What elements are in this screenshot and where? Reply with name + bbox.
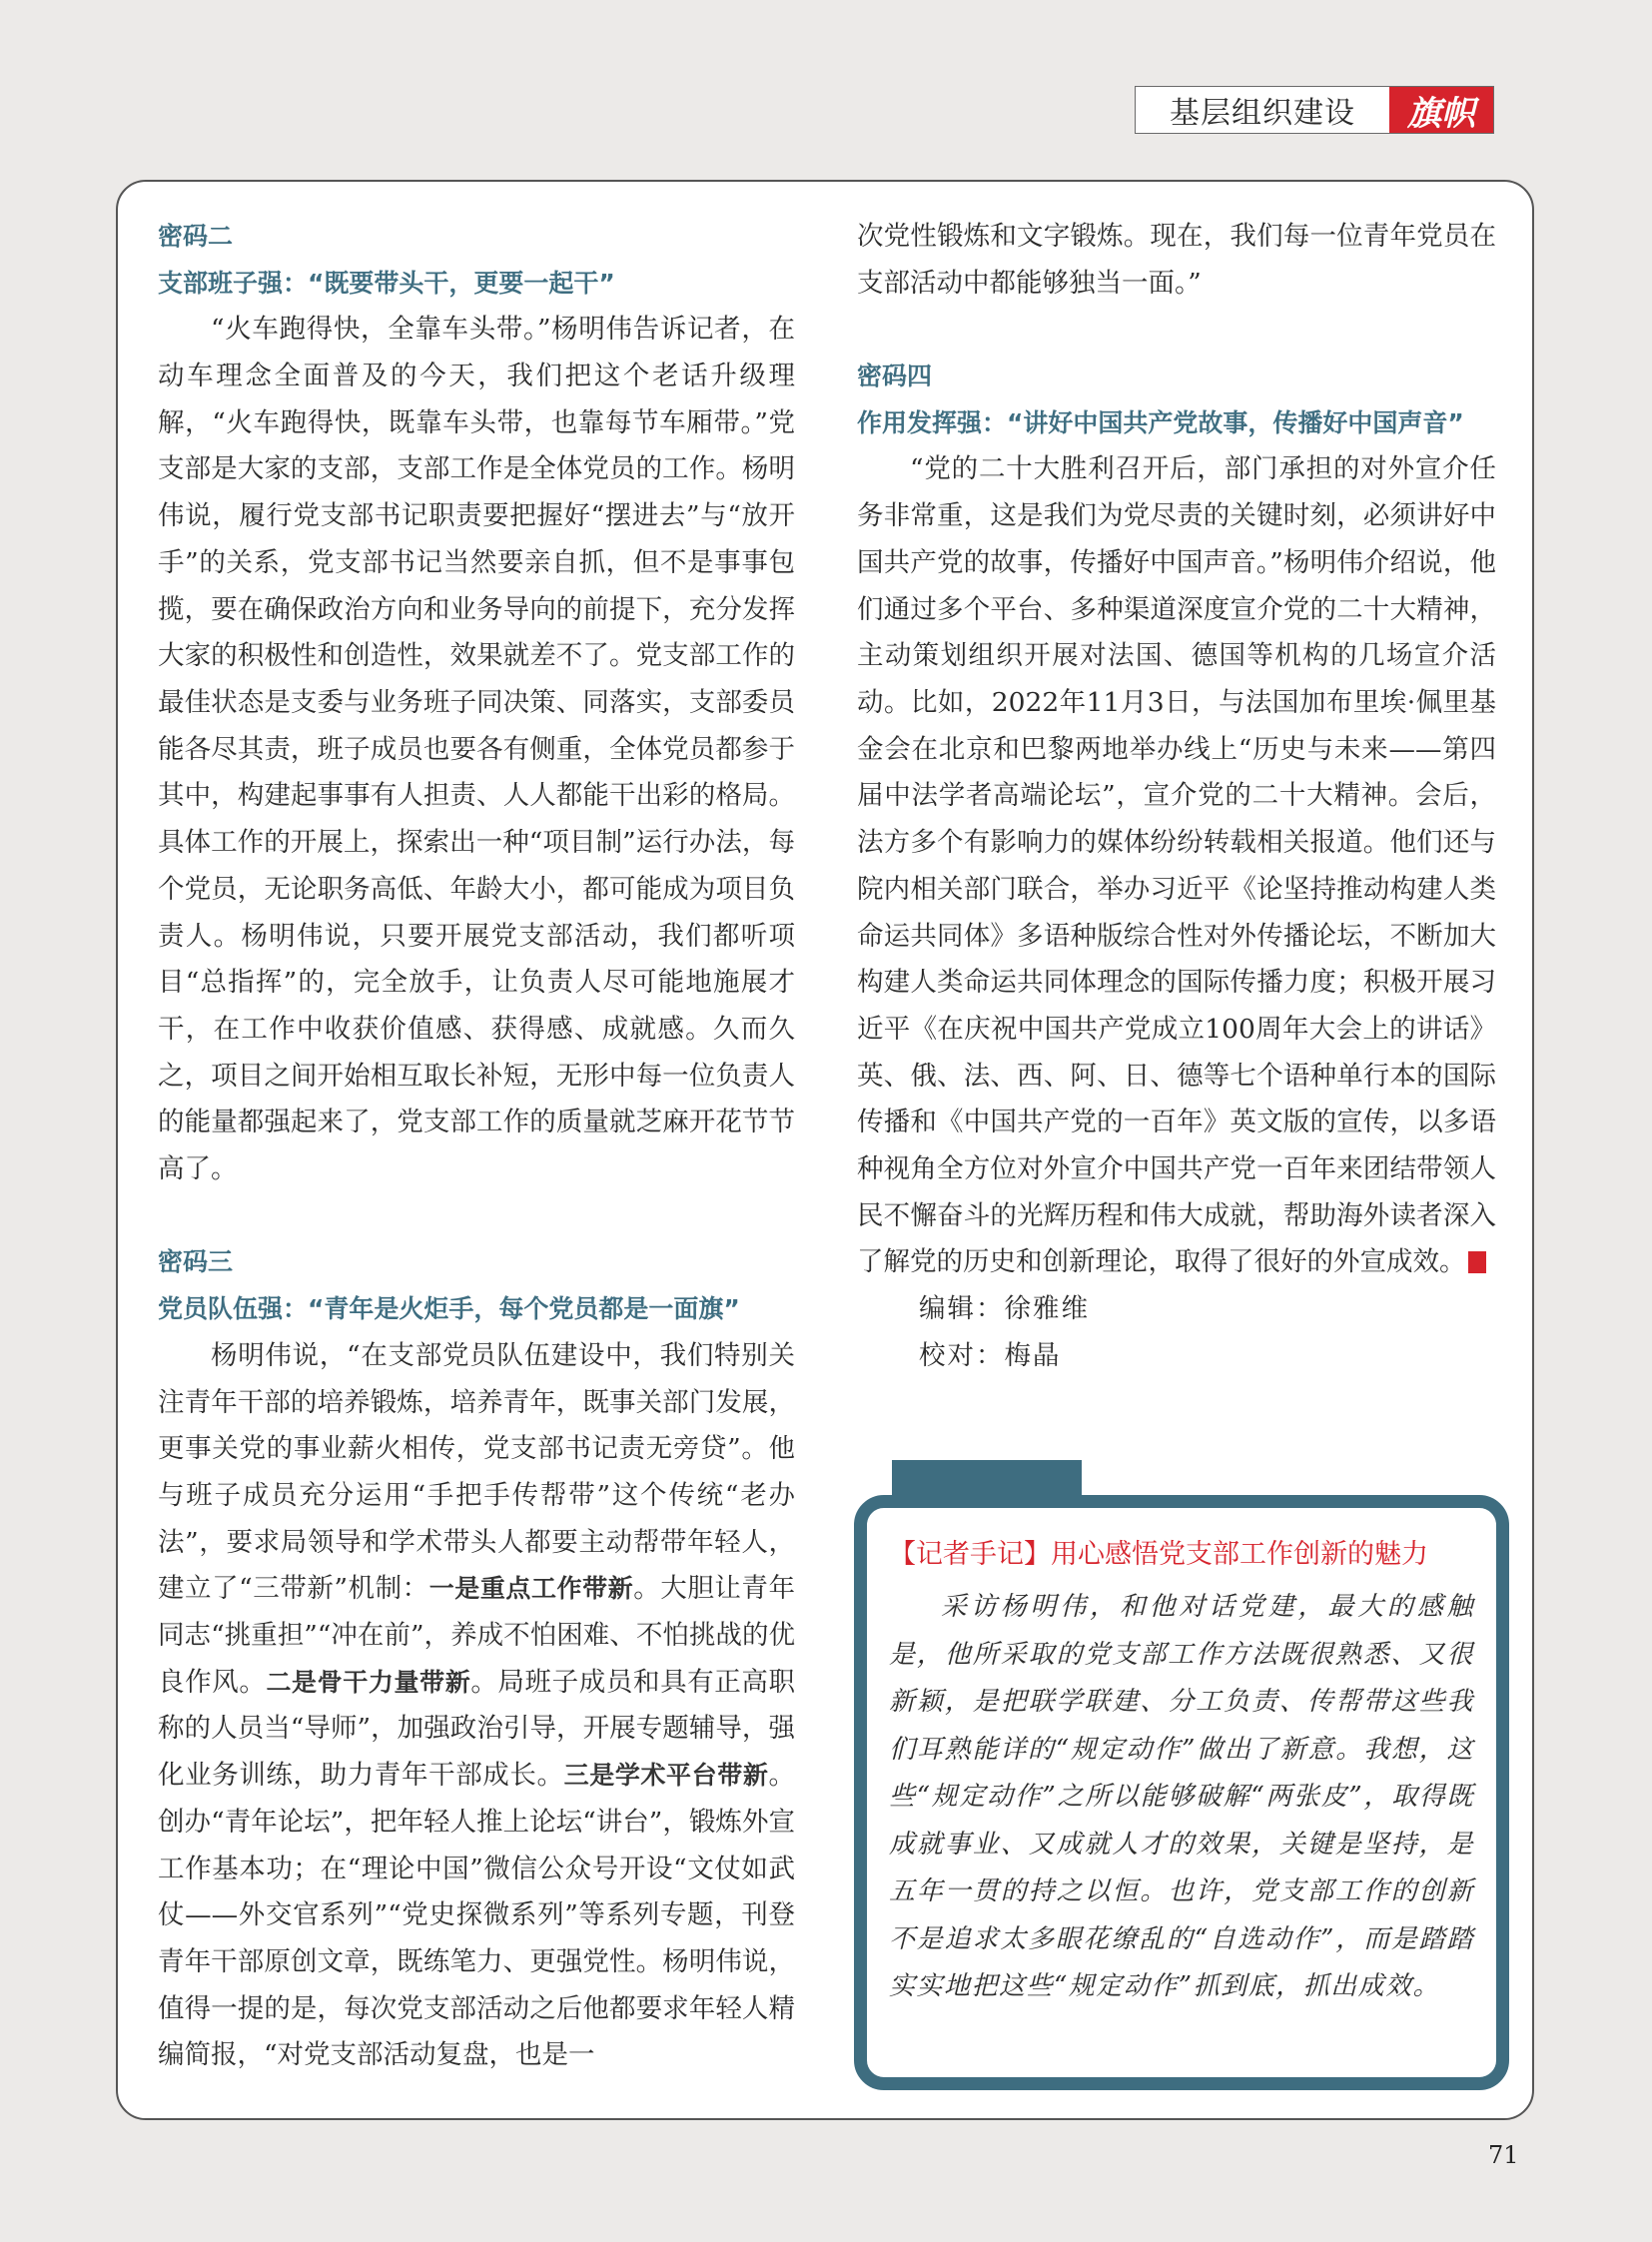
magazine-logo: 旗帜 bbox=[1389, 87, 1493, 133]
note-title: 【记者手记】用心感悟党支部工作创新的魅力 bbox=[889, 1539, 1428, 1570]
reporter-note-box bbox=[854, 1495, 1509, 2090]
note-tab bbox=[892, 1460, 1082, 1500]
paragraph: “火车跑得快，全靠车头带。”杨明伟告诉记者，在动车理念全面普及的今天，我们把这个老话升级理解，“火车跑得快，既靠车头带，也靠每节车厢带。”党支部是大家的支部，支部工作是全体党员的工作。杨明伟说，履行党支部书记职责要把握好“摆进去”与“放开手”的关系，党支部书记当然要亲自抓，但不是事事包揽，要在确保政治方向和业务导向的前提下，充分发挥大家的积极性和创造性，效果就差不了。党支部工作的最佳状态是支委与业务班子同决策、同落实，支部委员能各尽其责，班子成员也要各有侧重，全体党员都参于其中，构建起事事有人担责、人人都能干出彩的格局。具体工作的开展上，探索出一种“项目制”运行办法，每个党员，无论职务高低、年龄大小，都可能成为项目负责人。杨明伟说，只要开展党支部活动，我们都听项目“总指挥”的，完全放手，让负责人尽可能地施展才干，在工作中收获价值感、获得感、成就感。久而久之，项目之间开始相互取长补短，无形中每一位负责人的能量都强起来了，党支部工作的质量就芝麻开花节节高了。 bbox=[158, 314, 795, 1185]
page-number: 71 bbox=[1488, 2141, 1519, 2169]
right-column bbox=[857, 214, 1496, 1380]
section-label: 密码三 bbox=[158, 1247, 234, 1277]
section-title: 支部班子强：“既要带头干，更要一起干” bbox=[158, 268, 615, 298]
section-title: 作用发挥强：“讲好中国共产党故事，传播好中国声音” bbox=[857, 407, 1464, 437]
section-header bbox=[1135, 86, 1494, 134]
paragraph-text: 。创办“青年论坛”，把年轻人推上论坛“讲台”，锻炼外宣工作基本功；在“理论中国”微信公众号开设“文仗如武仗——外交官系列”“党史探微系列”等系列专题，刊登青年干部原创文章，既练笔力、更强党性。杨明伟说，值得一提的是，每次党支部活动之后他都要求年轻人精编简报，“对党支部活动复盘，也是一 bbox=[158, 1760, 795, 2071]
section-name: 基层组织建设 bbox=[1170, 96, 1355, 131]
credits bbox=[919, 1286, 1496, 1379]
section-label: 密码四 bbox=[857, 362, 933, 391]
editor-credit: 编辑：徐雅维 bbox=[919, 1293, 1090, 1325]
note-text: 采访杨明伟，和他对话党建，最大的感触是，他所采取的党支部工作方法既很熟悉、又很新颖，是把联学联建、分工负责、传帮带这些我们耳熟能详的“规定动作”做出了新意。我想，这些“规定动作”之所以能够破解“两张皮”，取得既成就事业、又成就人才的效果，关键是坚持，是五年一贯的持之以恒。也许，党支部工作的创新不是追求太多眼花缭乱的“自选动作”，而是踏踏实实地把这些“规定动作”抓到底，抓出成效。 bbox=[889, 1592, 1474, 2001]
left-column bbox=[158, 214, 795, 2079]
paragraph-text: 。大胆让青年同志“挑重担”“冲在前”，养成不怕困难、不怕挑战的优良作风。 bbox=[158, 1573, 795, 1698]
spacer bbox=[158, 1193, 795, 1240]
paragraph-text: “党的二十大胜利召开后，部门承担的对外宣介任务非常重，这是我们为党尽责的关键时刻，必须讲好中国共产党的故事，传播好中国声音。”杨明伟介绍说，他们通过多个平台、多种渠道深度宣介党的二十大精神，主动策划组织开展对法国、德国等机构的几场宣介活动。比如，2022年11月3日，与法国加布里埃·佩里基金会在北京和巴黎两地举办线上“历史与未来——第四届中法学者高端论坛”，宣介党的二十大精神。会后，法方多个有影响力的媒体纷纷转载相关报道。他们还与院内相关部门联合，举办习近平《论坚持推动构建人类命运共同体》多语种版综合性对外传播论坛，不断加大构建人类命运共同体理念的国际传播力度；积极开展习近平《在庆祝中国共产党成立100周年大会上的讲话》英、俄、法、西、阿、日、德等七个语种单行本的国际传播和《中国共产党的一百年》英文版的宣传，以多语种视角全方位对外宣介中国共产党一百年来团结带领人民不懈奋斗的光辉历程和伟大成就，帮助海外读者深入了解党的历史和创新理论，取得了很好的外宣成效。 bbox=[857, 453, 1496, 1278]
proofreader-credit: 校对：梅晶 bbox=[919, 1339, 1062, 1371]
end-mark-icon bbox=[1468, 1251, 1486, 1273]
highlight-text: 一是重点工作带新 bbox=[428, 1574, 634, 1604]
spacer bbox=[857, 307, 1496, 354]
section-label: 密码二 bbox=[158, 222, 234, 251]
paragraph-text: 。局班子成员和具有正高职称的人员当“导师”，加强政治引导，开展专题辅导，强化业务训练，助力青年干部成长。 bbox=[158, 1666, 796, 1792]
paragraph bbox=[857, 446, 1496, 1286]
section-title: 党员队伍强：“青年是火炬手，每个党员都是一面旗” bbox=[158, 1294, 740, 1324]
paragraph-text: 杨明伟说，“在支部党员队伍建设中，我们特别关注青年干部的培养锻炼，培养青年，既事关部门发展，更事关党的事业薪火相传，党支部书记责无旁贷”。他与班子成员充分运用“手把手传帮带”这个传统“老办法”，要求局领导和学术带头人都要主动帮带年轻人，建立了“三带新”机制： bbox=[158, 1339, 795, 1605]
paragraph-continued: 次党性锻炼和文字锻炼。现在，我们每一位青年党员在支部活动中都能够独当一面。” bbox=[857, 221, 1496, 299]
highlight-text: 二是骨干力量带新 bbox=[266, 1667, 471, 1697]
paragraph bbox=[158, 1333, 795, 2079]
highlight-text: 三是学术平台带新 bbox=[563, 1761, 769, 1791]
